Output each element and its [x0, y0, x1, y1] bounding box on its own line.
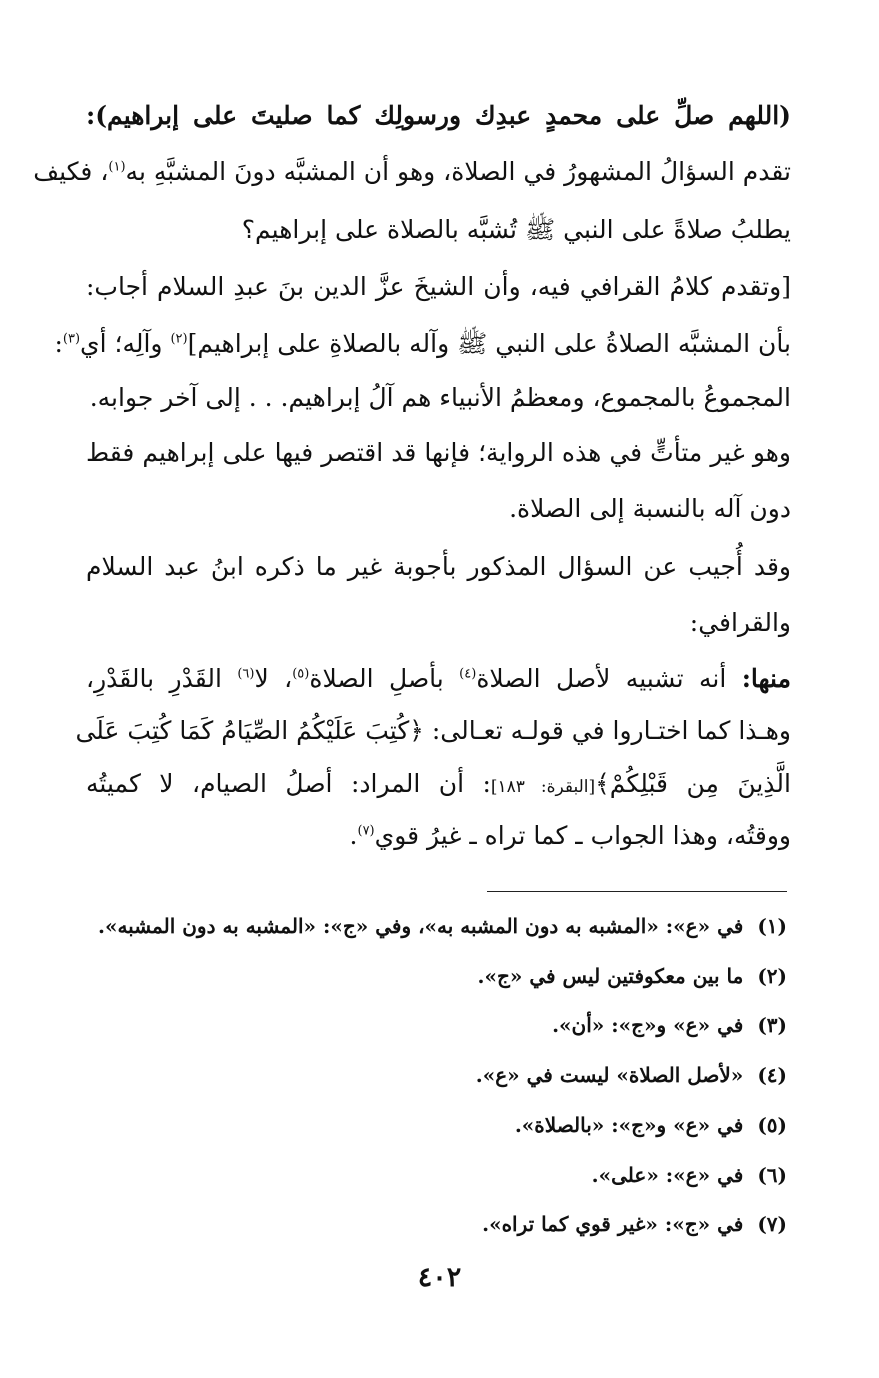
body-text: تقدم السؤالُ المشهورُ في الصلاة، وهو أن المشبَّه دونَ المشبَّهِ به [125, 157, 791, 186]
footnote-text: في «ع»: «على». [591, 1163, 744, 1187]
body-line-11 [86, 653, 791, 705]
heading-text: (اللهم صلِّ على محمدٍ عبدِك ورسولِك كما صليتَ على إبراهيم): [86, 101, 791, 130]
footnote-ref-7[interactable]: (٧) [357, 823, 375, 839]
footnote-number: (٥) [757, 1113, 787, 1137]
body-line-9 [86, 541, 791, 593]
body-line-14 [86, 810, 791, 862]
footnote-ref-4[interactable]: (٤) [459, 666, 477, 682]
body-line-5 [54, 318, 791, 370]
footnote-ref-1[interactable]: (١) [108, 159, 126, 175]
footnote-6 [87, 1155, 787, 1195]
body-text: ، فكيف [33, 157, 109, 186]
body-text: دون آله بالنسبة إلى الصلاة. [509, 494, 791, 523]
body-text: وهو غير متأتٍّ في هذه الرواية؛ فإنها قد اقتصر فيها على إبراهيم فقط [86, 438, 791, 467]
body-text: [وتقدم كلامُ القرافي فيه، وأن الشيخَ عزَّ الدين بنَ عبدِ السلام أجاب: [86, 272, 791, 301]
footnote-text: في «ع» و«ج»: «أن». [552, 1013, 744, 1037]
footnote-text: ما بين معكوفتين ليس في «ج». [477, 964, 744, 988]
body-line-3 [86, 204, 791, 256]
footnote-5 [87, 1105, 787, 1145]
footnote-ref-2[interactable]: (٢) [170, 331, 188, 347]
footnote-text: في «ع» و«ج»: «بالصلاة». [514, 1113, 744, 1137]
footnote-number: (٤) [757, 1063, 787, 1087]
section-label: منها: [741, 664, 791, 693]
body-line-6 [86, 372, 791, 424]
body-text: بأن المشبَّه الصلاةُ على النبي ﷺ وآله بالصلاةِ على إبراهيم] [187, 329, 791, 358]
body-text: والقرافي: [689, 608, 791, 637]
body-line-12 [75, 705, 791, 757]
body-text: القَدْرِ بالقَدْرِ، [86, 664, 238, 693]
body-text: بأصلِ الصلاة [309, 664, 460, 693]
body-text: وهـذا كما اختـاروا في قولـه تعـالى: [423, 716, 791, 745]
quran-verse: ﴿كُتِبَ عَلَيْكُمُ الصِّيَامُ كَمَا كُتِبَ عَلَى [75, 716, 424, 745]
body-text: ووقتُه، وهذا الجواب ـ كما تراه ـ غيرُ قوي [374, 821, 791, 850]
footnote-2 [87, 956, 787, 996]
quran-verse: الَّذِينَ مِن قَبْلِكُمْ﴾ [595, 769, 791, 798]
footnote-7 [87, 1204, 787, 1244]
body-text: وقد أُجيب عن السؤال المذكور بأجوبة غير ما ذكره ابنُ عبد السلام [86, 552, 791, 581]
body-text: يطلبُ صلاةً على النبي ﷺ تُشبَّه بالصلاة على إبراهيم؟ [241, 215, 791, 244]
footnote-number: (٣) [757, 1013, 787, 1037]
footnote-number: (٦) [757, 1163, 787, 1187]
page-number: ٤٠٢ [417, 1262, 462, 1293]
footnote-text: في «ع»: «المشبه به دون المشبه به»، وفي «ج»: «المشبه به دون المشبه». [97, 914, 744, 938]
footnote-4 [87, 1055, 787, 1095]
footnote-number: (٢) [757, 964, 787, 988]
body-line-2 [33, 146, 791, 198]
body-line-13 [86, 758, 791, 810]
body-text: وآلِه؛ أي [80, 329, 171, 358]
body-line-4 [86, 261, 791, 313]
body-text: : [54, 329, 63, 358]
footnote-text: «لأصل الصلاة» ليست في «ع». [475, 1063, 744, 1087]
footnote-text: في «ج»: «غير قوي كما تراه». [482, 1212, 744, 1236]
footnote-number: (٧) [757, 1212, 787, 1236]
body-line-10 [86, 597, 791, 649]
footnote-1 [87, 906, 787, 946]
body-text: . [349, 821, 358, 850]
body-line-7 [86, 427, 791, 479]
footnote-3 [87, 1005, 787, 1045]
body-text: : أن المراد: أصلُ الصيام، لا كميتُه [86, 769, 491, 798]
body-line-heading [86, 90, 791, 142]
body-line-8 [86, 483, 791, 535]
footnote-ref-5[interactable]: (٥) [292, 666, 310, 682]
body-text: المجموعُ بالمجموع، ومعظمُ الأنبياء هم آلُ إبراهيم. . . إلى آخر جوابه. [89, 383, 791, 412]
footnote-separator [487, 891, 787, 892]
body-text: ، لا [254, 664, 293, 693]
verse-citation: [البقرة: ١٨٣] [490, 777, 596, 797]
body-text: أنه تشبيه لأصل الصلاة [476, 664, 742, 693]
footnote-ref-3[interactable]: (٣) [62, 331, 81, 347]
footnote-number: (١) [757, 914, 787, 938]
footnote-ref-6[interactable]: (٦) [237, 666, 255, 682]
